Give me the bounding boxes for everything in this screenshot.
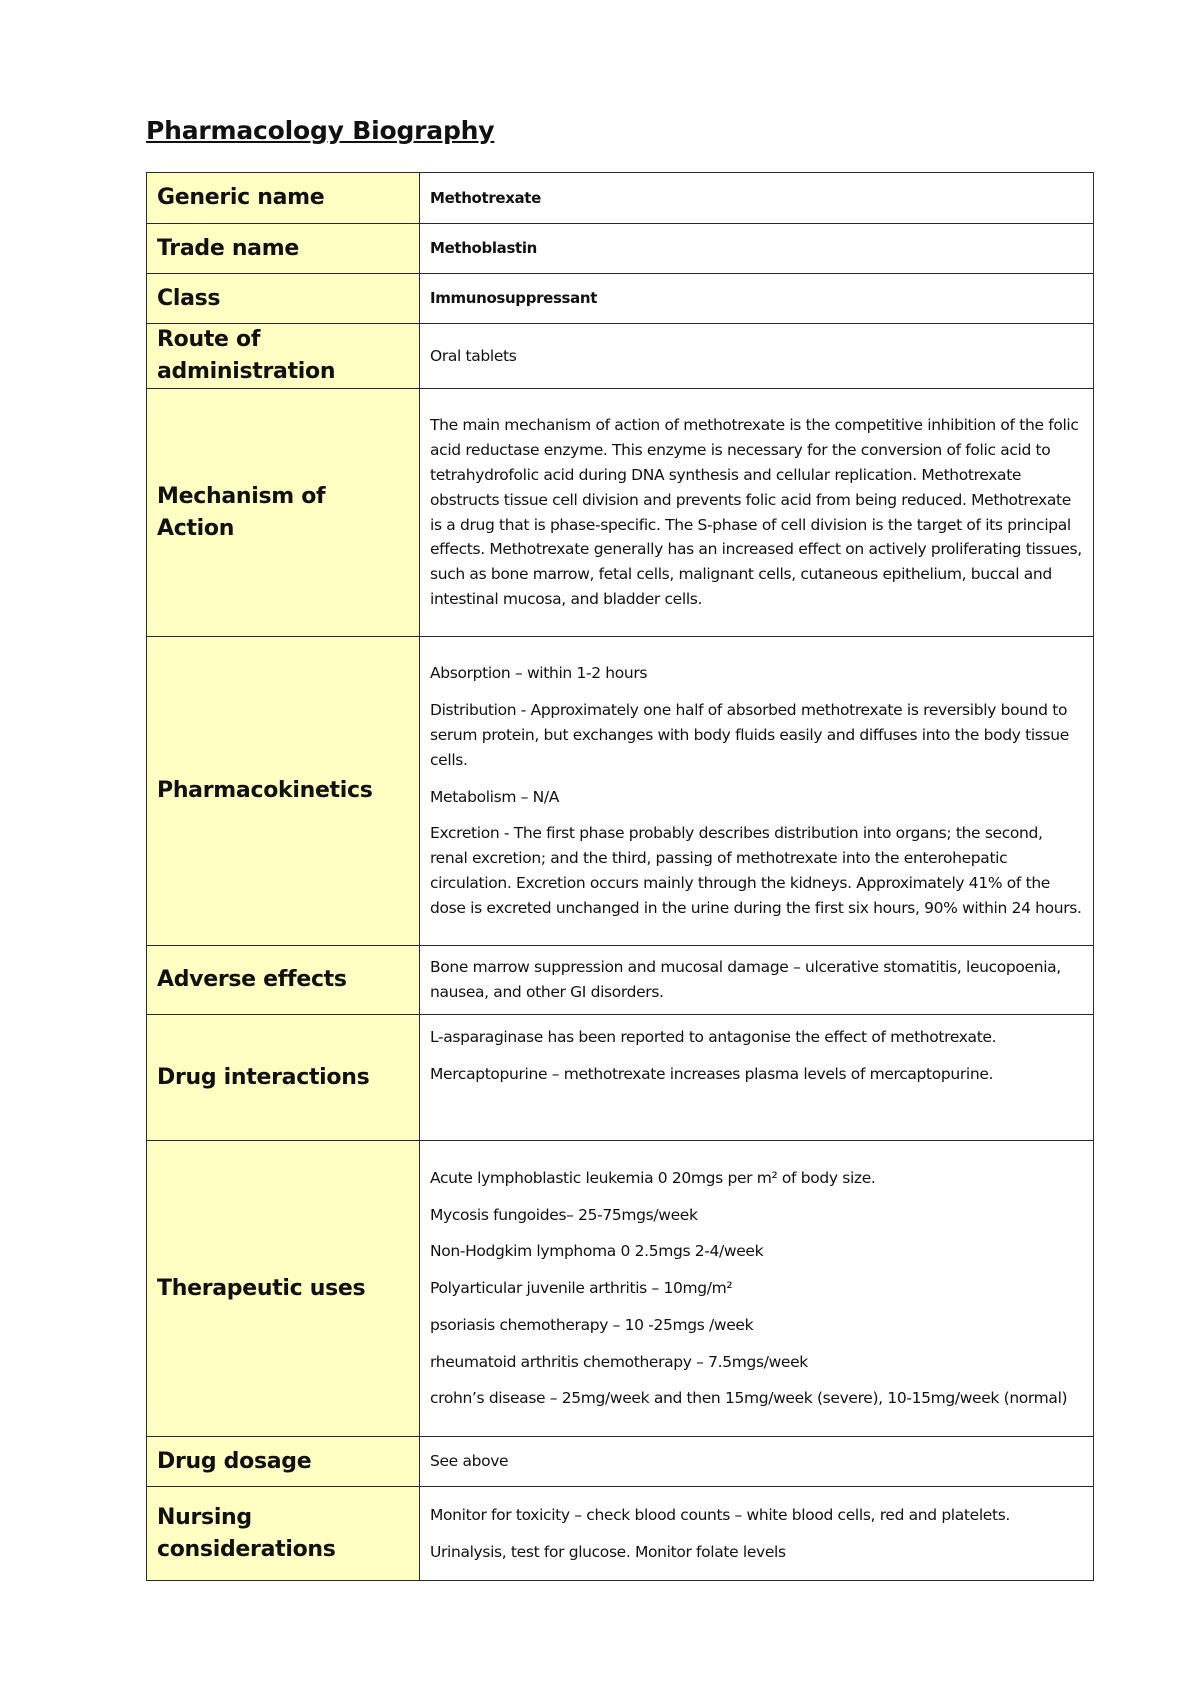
drug-profile-table bbox=[146, 172, 1094, 1581]
label-therapeutic-uses: Therapeutic uses bbox=[147, 1141, 420, 1437]
value-drug-dosage: See above bbox=[420, 1437, 1094, 1487]
table-row bbox=[147, 637, 1094, 946]
table-row bbox=[147, 1487, 1094, 1581]
table-row bbox=[147, 946, 1094, 1015]
pk-distribution: Distribution - Approximately one half of absorbed methotrexate is reversibly bound to serum protein, but exchanges with body fluids easily and diffuses into the body tissue cells. bbox=[430, 701, 1069, 769]
label-adverse-effects: Adverse effects bbox=[147, 946, 420, 1015]
label-route-line2: administration bbox=[157, 359, 336, 384]
therapeutic-item: Non-Hodgkim lymphoma 0 2.5mgs 2-4/week bbox=[430, 1242, 764, 1261]
label-trade-name: Trade name bbox=[147, 224, 420, 274]
table-row bbox=[147, 324, 1094, 389]
table-row bbox=[147, 389, 1094, 637]
therapeutic-item: rheumatoid arthritis chemotherapy – 7.5mgs/week bbox=[430, 1352, 808, 1371]
therapeutic-item: psoriasis chemotherapy – 10 -25mgs /week bbox=[430, 1315, 754, 1334]
label-route bbox=[147, 324, 420, 389]
nursing-item: Urinalysis, test for glucose. Monitor folate levels bbox=[430, 1542, 786, 1561]
value-class: Immunosuppressant bbox=[420, 274, 1094, 324]
label-mechanism: Mechanism of Action bbox=[147, 389, 420, 637]
value-pharmacokinetics bbox=[420, 637, 1094, 946]
pk-excretion: Excretion - The first phase probably describes distribution into organs; the second, renal excretion; and the third, passing of methotrexate into the enterohepatic circulation. Excretion occurs mainly through the kidneys. Approximately 41% of the dose is excreted unchanged in the urine during the first six hours, 90% within 24 hours. bbox=[430, 824, 1082, 917]
table-row bbox=[147, 274, 1094, 324]
label-route-line1: Route of bbox=[157, 327, 261, 352]
label-drug-interactions: Drug interactions bbox=[147, 1015, 420, 1141]
label-pharmacokinetics: Pharmacokinetics bbox=[147, 637, 420, 946]
interaction-item: L-asparaginase has been reported to antagonise the effect of methotrexate. bbox=[430, 1028, 997, 1046]
table-row bbox=[147, 1437, 1094, 1487]
value-route: Oral tablets bbox=[420, 324, 1094, 389]
label-nursing bbox=[147, 1487, 420, 1581]
value-nursing bbox=[420, 1487, 1094, 1581]
page-title: Pharmacology Biography bbox=[146, 116, 495, 145]
table-row bbox=[147, 224, 1094, 274]
label-class: Class bbox=[147, 274, 420, 324]
therapeutic-item: Mycosis fungoides– 25-75mgs/week bbox=[430, 1205, 698, 1224]
pk-absorption: Absorption – within 1-2 hours bbox=[430, 664, 648, 683]
value-mechanism: The main mechanism of action of methotrexate is the competitive inhibition of the folic acid reductase enzyme. This enzyme is necessary for the conversion of folic acid to tetrahydrofolic acid during DNA synthesis and cellular replication. Methotrexate obstructs tissue cell division and prevents folic acid from being reduced. Methotrexate is a drug that is phase-specific. The S-phase of cell division is the target of its principal effects. Methotrexate generally has an increased effect on actively proliferating tissues, such as bone marrow, fetal cells, malignant cells, cutaneous epithelium, buccal and intestinal mucosa, and bladder cells. bbox=[420, 389, 1094, 637]
label-drug-dosage: Drug dosage bbox=[147, 1437, 420, 1487]
therapeutic-item: Acute lymphoblastic leukemia 0 20mgs per m² of body size. bbox=[430, 1168, 876, 1187]
table-row bbox=[147, 1141, 1094, 1437]
label-generic-name: Generic name bbox=[147, 173, 420, 224]
value-trade-name: Methoblastin bbox=[420, 224, 1094, 274]
value-generic-name: Methotrexate bbox=[420, 173, 1094, 224]
table-row bbox=[147, 1015, 1094, 1141]
value-drug-interactions bbox=[420, 1015, 1094, 1141]
interaction-item: Mercaptopurine – methotrexate increases plasma levels of mercaptopurine. bbox=[430, 1064, 994, 1083]
therapeutic-item: Polyarticular juvenile arthritis – 10mg/m² bbox=[430, 1279, 733, 1298]
value-adverse-effects: Bone marrow suppression and mucosal damage – ulcerative stomatitis, leucopoenia, nausea, and other GI disorders. bbox=[420, 946, 1094, 1015]
pk-metabolism: Metabolism – N/A bbox=[430, 787, 560, 806]
label-nursing-line2: considerations bbox=[157, 1536, 336, 1562]
value-therapeutic-uses bbox=[420, 1141, 1094, 1437]
nursing-item: Monitor for toxicity – check blood counts – white blood cells, red and platelets. bbox=[430, 1505, 1011, 1524]
therapeutic-item: crohn’s disease – 25mg/week and then 15mg/week (severe), 10-15mg/week (normal) bbox=[430, 1389, 1068, 1408]
table-row bbox=[147, 173, 1094, 224]
label-nursing-line1: Nursing bbox=[157, 1504, 252, 1530]
